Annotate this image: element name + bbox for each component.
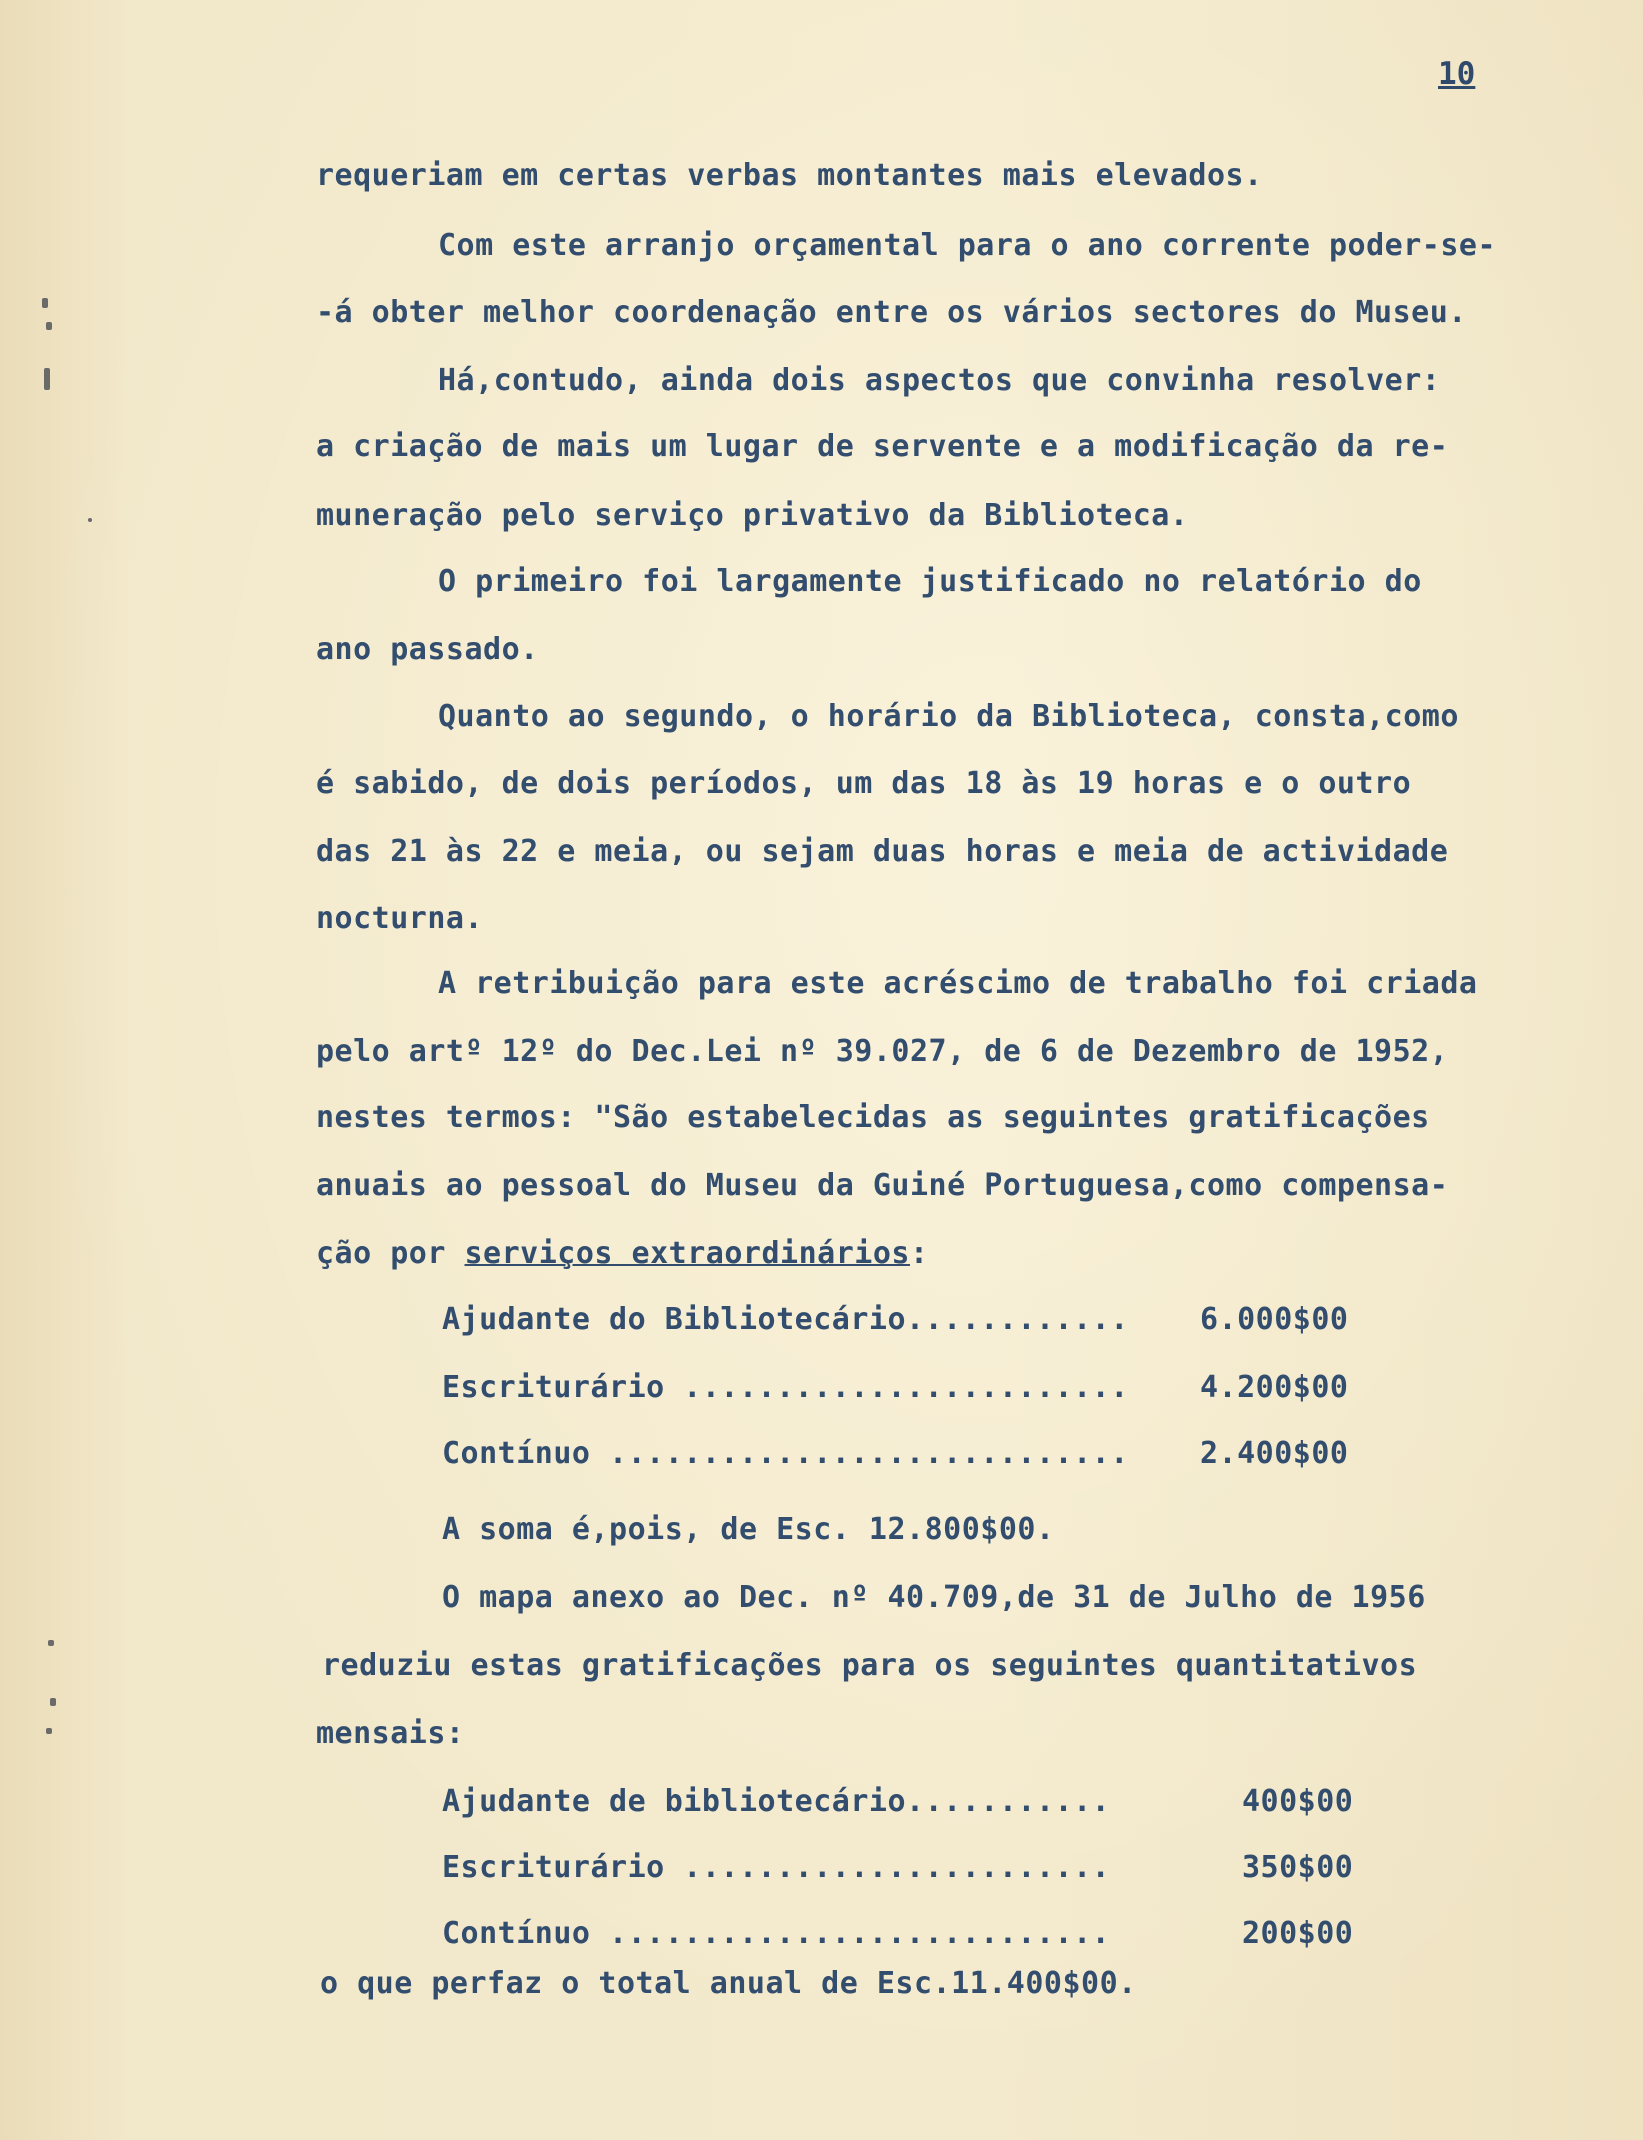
- text-line: reduziu estas gratificações para os seguintes quantitativos: [322, 1648, 1418, 1683]
- margin-mark: [48, 1640, 54, 1646]
- text-line: nestes termos: "São estabelecidas as seguintes gratificações: [316, 1100, 1430, 1135]
- table-value: 2.400$00: [1200, 1436, 1349, 1471]
- text-line: O mapa anexo ao Dec. nº 40.709,de 31 de Julho de 1956: [442, 1580, 1426, 1615]
- table-item: Ajudante do Bibliotecário............: [442, 1302, 1129, 1337]
- margin-mark: [50, 1698, 56, 1706]
- text-line: A retribuição para este acréscimo de trabalho foi criada: [438, 966, 1478, 1001]
- text-line: ano passado.: [316, 632, 539, 667]
- text-line: requeriam em certas verbas montantes mais elevados.: [316, 158, 1263, 193]
- margin-mark: [46, 322, 52, 330]
- underlined-phrase: serviços extraordinários: [464, 1236, 910, 1271]
- table-item: Escriturário .......................: [442, 1850, 1111, 1885]
- table-item: Ajudante de bibliotecário...........: [442, 1784, 1111, 1819]
- table-item: Contínuo ...........................: [442, 1916, 1111, 1951]
- text-line: Há,contudo, ainda dois aspectos que convinha resolver:: [438, 363, 1441, 398]
- page-number: 10: [1438, 56, 1476, 92]
- text-line: a criação de mais um lugar de servente e a modificação da re-: [316, 429, 1449, 464]
- text-line: mensais:: [316, 1716, 465, 1751]
- table-item: Escriturário ........................: [442, 1370, 1129, 1405]
- text-span: ção por: [316, 1236, 465, 1271]
- text-line: O primeiro foi largamente justificado no relatório do: [438, 564, 1422, 599]
- text-line: o que perfaz o total anual de Esc.11.400$00.: [320, 1966, 1137, 2001]
- text-line: é sabido, de dois períodos, um das 18 às 19 horas e o outro: [316, 766, 1412, 801]
- table-item: Contínuo ............................: [442, 1436, 1129, 1471]
- margin-mark: [44, 368, 50, 390]
- text-line: -á obter melhor coordenação entre os vários sectores do Museu.: [316, 295, 1467, 330]
- text-line: muneração pelo serviço privativo da Biblioteca.: [316, 498, 1189, 533]
- text-line: das 21 às 22 e meia, ou sejam duas horas e meia de actividade: [316, 834, 1449, 869]
- text-line: pelo artº 12º do Dec.Lei nº 39.027, de 6 de Dezembro de 1952,: [316, 1034, 1449, 1069]
- text-line: nocturna.: [316, 901, 484, 936]
- table-value: 200$00: [1242, 1916, 1354, 1951]
- text-line: anuais ao pessoal do Museu da Guiné Portuguesa,como compensa-: [316, 1168, 1449, 1203]
- table-value: 400$00: [1242, 1784, 1354, 1819]
- table-value: 350$00: [1242, 1850, 1354, 1885]
- text-line: [316, 1236, 929, 1271]
- margin-mark: [46, 1728, 52, 1734]
- margin-mark: [88, 518, 92, 522]
- text-line: Quanto ao segundo, o horário da Biblioteca, consta,como: [438, 699, 1459, 734]
- text-span: :: [909, 1236, 929, 1271]
- margin-mark: [42, 298, 48, 308]
- table-value: 6.000$00: [1200, 1302, 1349, 1337]
- table-value: 4.200$00: [1200, 1370, 1349, 1405]
- text-line: A soma é,pois, de Esc. 12.800$00.: [442, 1512, 1055, 1547]
- text-line: Com este arranjo orçamental para o ano corrente poder-se-: [438, 228, 1497, 263]
